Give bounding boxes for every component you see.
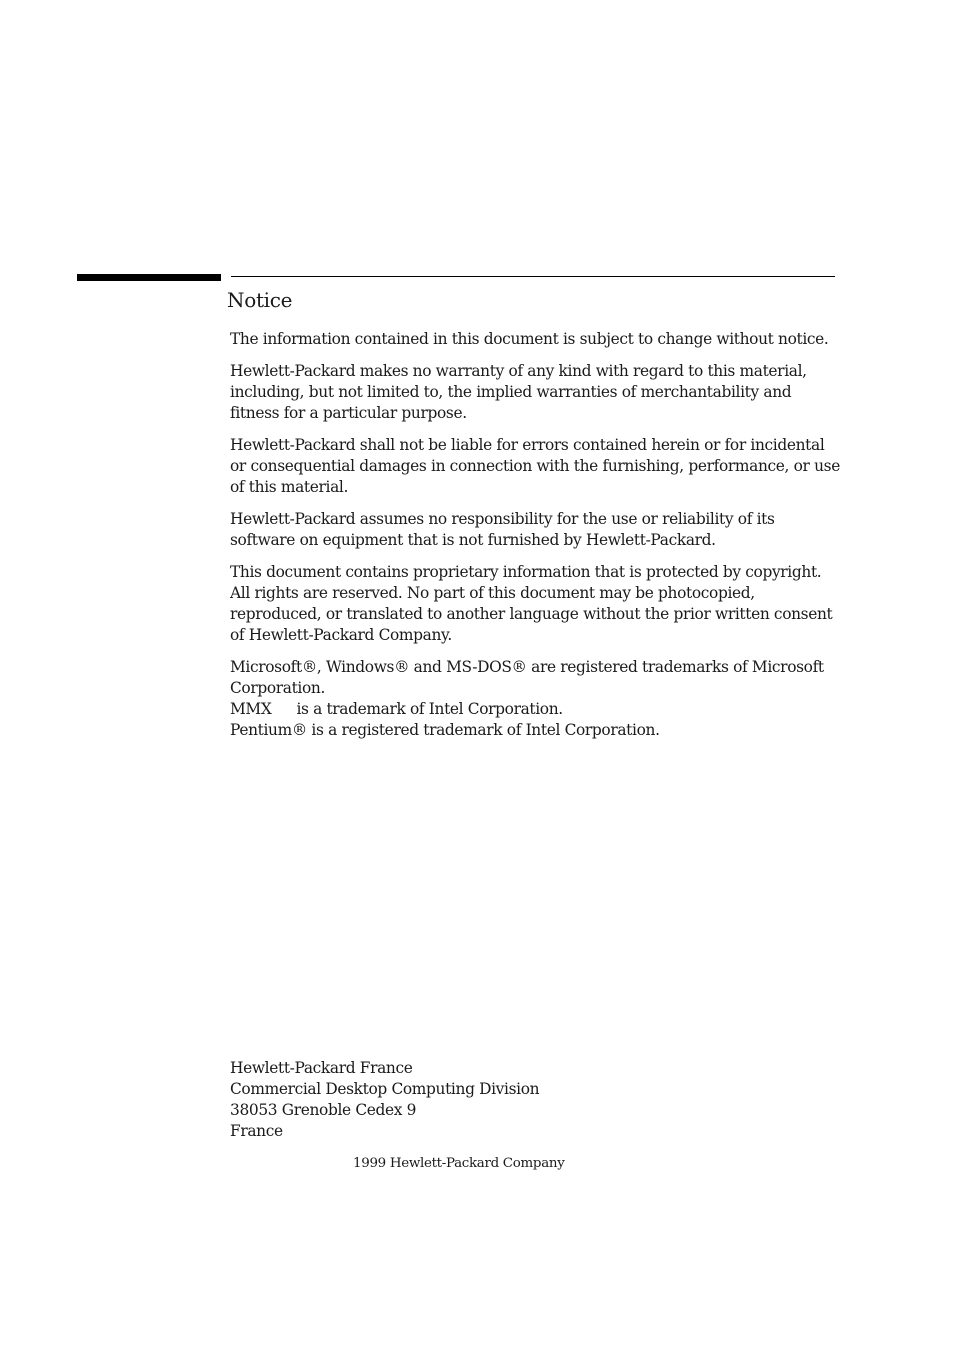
paragraph-change-notice: The information contained in this document is subject to change without notice. bbox=[230, 330, 829, 348]
trademark-mmx-text: is a trademark of Intel Corporation. bbox=[296, 700, 563, 718]
paragraph-copyright: This document contains proprietary information that is protected by copyright. All rights are reserved. No part of this document may be photocopied, reproduced, or translated to another language without the prior written consent of Hewlett-Packard Company. bbox=[230, 563, 833, 644]
trademarks-block bbox=[230, 657, 842, 741]
address-line: Hewlett-Packard France bbox=[230, 1059, 413, 1077]
paragraph-liability: Hewlett-Packard shall not be liable for errors contained herein or for incidental or consequential damages in connection with the furnishing, performance, or use of this material. bbox=[230, 436, 840, 496]
trademark-pentium: Pentium® is a registered trademark of Intel Corporation. bbox=[230, 721, 660, 739]
trademark-microsoft: Microsoft®, Windows® and MS-DOS® are registered trademarks of Microsoft Corporation. bbox=[230, 658, 824, 697]
address-line: Commercial Desktop Computing Division bbox=[230, 1080, 540, 1098]
trademark-mmx bbox=[230, 699, 842, 720]
section-bar bbox=[77, 274, 221, 281]
address-line: France bbox=[230, 1122, 283, 1140]
trademark-mmx-term: MMX bbox=[230, 700, 272, 718]
copyright-line: 1999 Hewlett-Packard Company bbox=[353, 1156, 565, 1171]
notice-body bbox=[230, 329, 842, 741]
paragraph-responsibility: Hewlett-Packard assumes no responsibility for the use or reliability of its software on equipment that is not furnished by Hewlett-Packard. bbox=[230, 510, 775, 549]
company-address bbox=[230, 1058, 539, 1142]
section-rule bbox=[231, 276, 835, 277]
page-title: Notice bbox=[227, 288, 293, 312]
address-line: 38053 Grenoble Cedex 9 bbox=[230, 1101, 417, 1119]
paragraph-warranty: Hewlett-Packard makes no warranty of any kind with regard to this material, including, but not limited to, the implied warranties of merchantability and fitness for a particular purpose. bbox=[230, 362, 807, 422]
